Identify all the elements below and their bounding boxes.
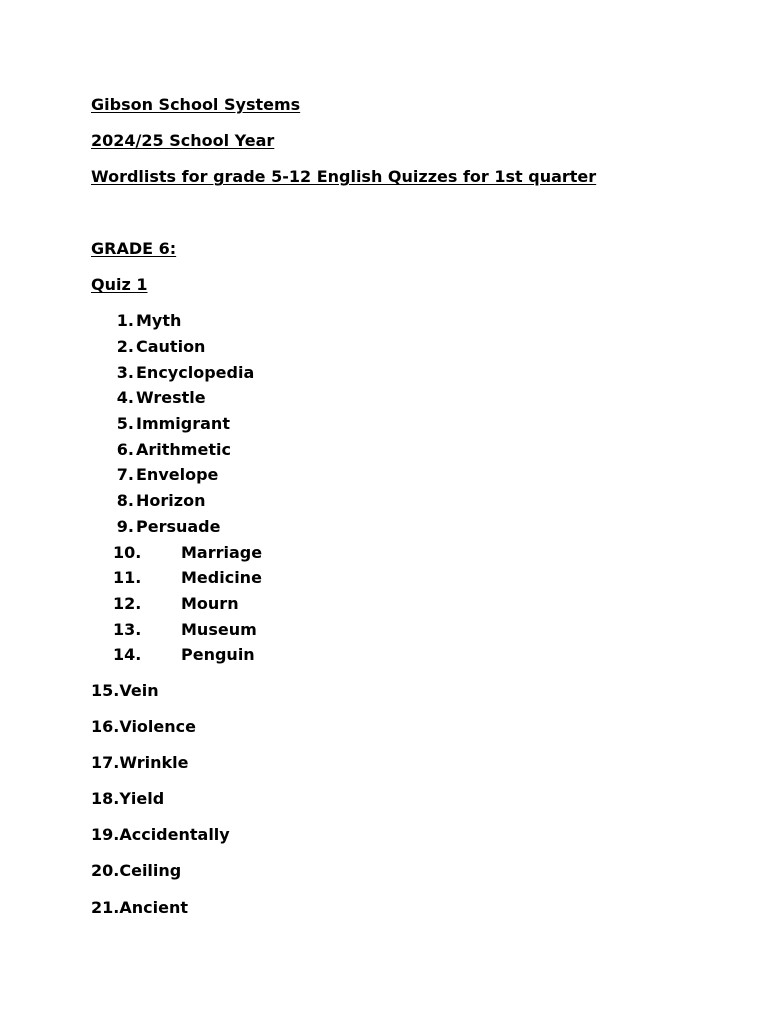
list-item-number: 13. (113, 620, 142, 639)
list-item-number: 7. (116, 465, 134, 484)
list-item-word: Immigrant (136, 414, 230, 433)
list-item-word: Penguin (181, 645, 255, 664)
list-item-word: Envelope (136, 465, 219, 484)
list-item-number: 12. (113, 594, 142, 613)
list-item-word: Museum (181, 620, 257, 639)
list-item-number: 10. (113, 543, 142, 562)
list-item-number: 3. (116, 363, 134, 382)
list-item-word: Encyclopedia (136, 363, 255, 382)
list-item-word: Arithmetic (136, 440, 231, 459)
list-item-number: 14. (113, 645, 142, 664)
list-item: 21.Ancient (91, 898, 188, 917)
grade-heading: GRADE 6: (91, 239, 177, 258)
list-item: 18.Yield (91, 789, 165, 808)
list-item-number: 6. (116, 440, 134, 459)
list-item: 17.Wrinkle (91, 753, 189, 772)
list-item-word: Wrestle (136, 388, 206, 407)
list-item-number: 5. (116, 414, 134, 433)
quiz-heading: Quiz 1 (91, 275, 148, 294)
document-subject: Wordlists for grade 5-12 English Quizzes for 1st quarter (91, 167, 597, 186)
school-year: 2024/25 School Year (91, 131, 275, 150)
list-item-number: 1. (116, 311, 134, 330)
list-item: 15.Vein (91, 681, 159, 700)
list-item-number: 9. (116, 517, 134, 536)
list-item-word: Persuade (136, 517, 221, 536)
list-item-number: 4. (116, 388, 134, 407)
org-title: Gibson School Systems (91, 95, 301, 114)
list-item: 16.Violence (91, 717, 196, 736)
list-item: 20.Ceiling (91, 861, 182, 880)
list-item-number: 11. (113, 568, 142, 587)
list-item-word: Caution (136, 337, 206, 356)
list-item: 19.Accidentally (91, 825, 230, 844)
list-item-word: Myth (136, 311, 182, 330)
list-item-word: Horizon (136, 491, 206, 510)
list-item-word: Medicine (181, 568, 262, 587)
list-item-number: 8. (116, 491, 134, 510)
list-item-word: Marriage (181, 543, 263, 562)
list-item-word: Mourn (181, 594, 239, 613)
list-item-number: 2. (116, 337, 134, 356)
